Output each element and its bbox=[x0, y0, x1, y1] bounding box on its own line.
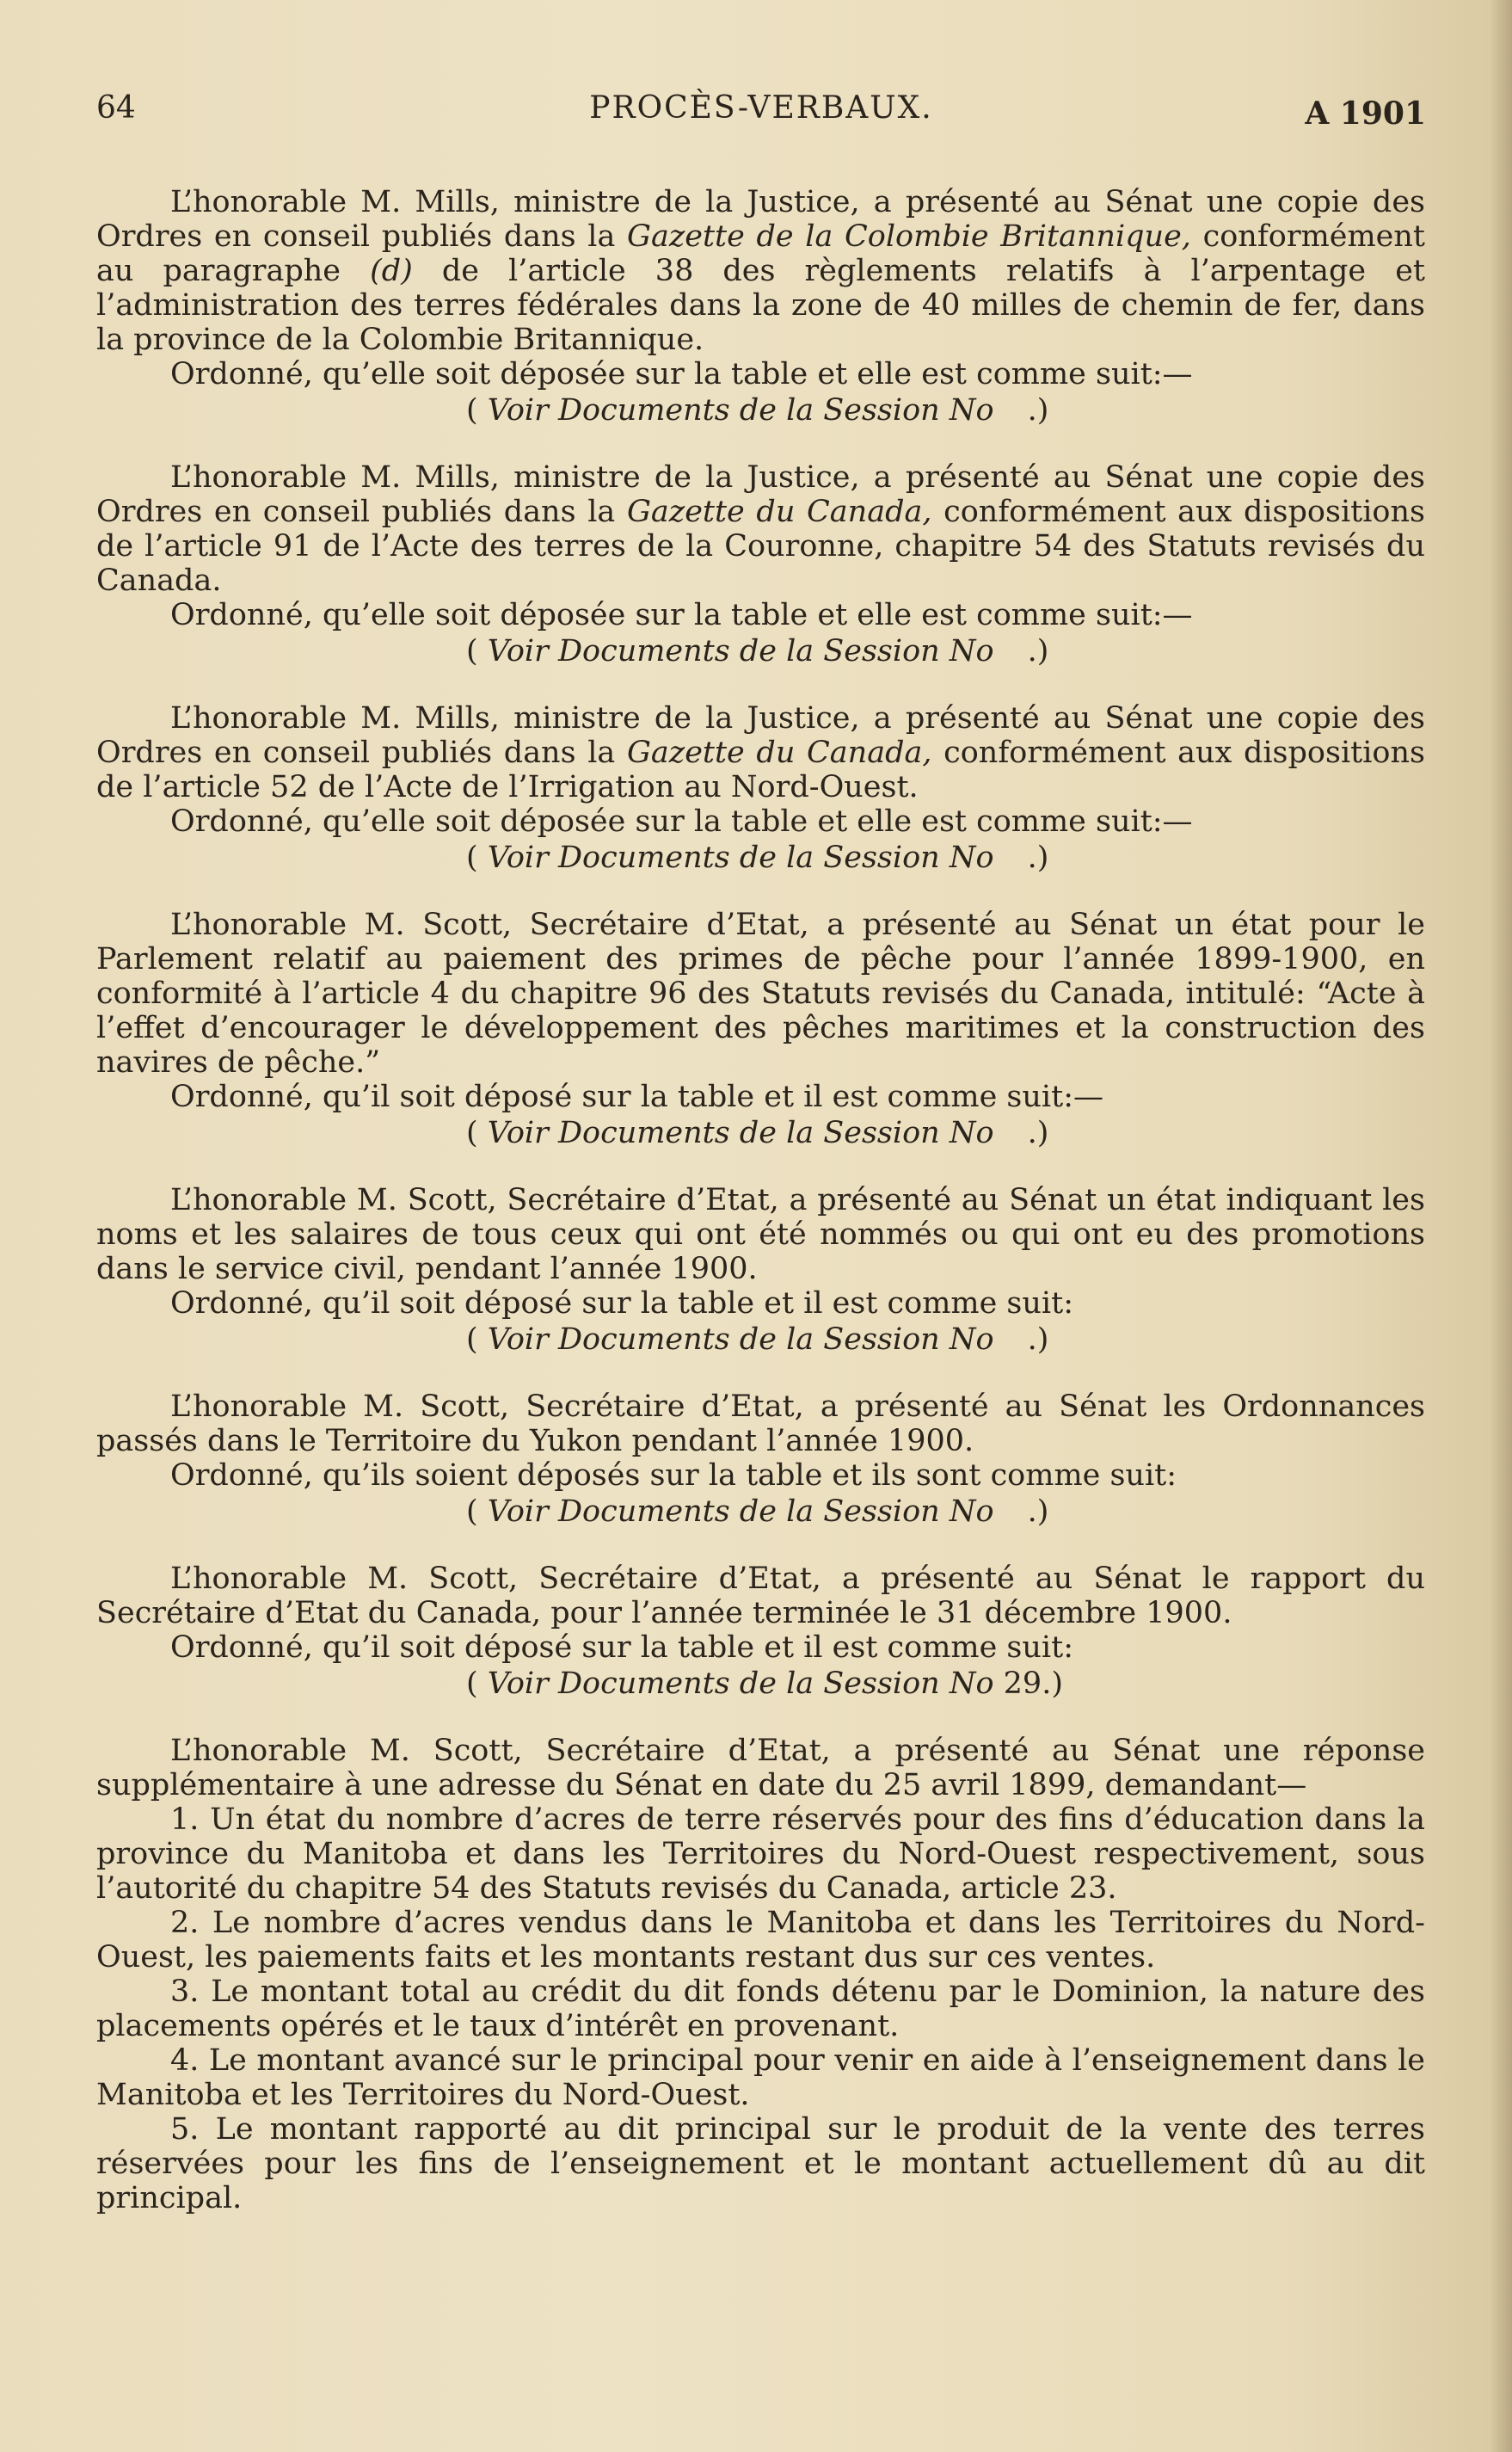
page-number: 64 bbox=[96, 90, 136, 126]
order-line: Ordonné, qu’elle soit déposée sur la table et elle est comme suit:— bbox=[170, 357, 1193, 391]
document-reference: ( Voir Documents de la Session No .) bbox=[466, 1322, 1049, 1357]
document-reference: ( Voir Documents de la Session No 29.) bbox=[466, 1666, 1063, 1701]
paragraph: L’honorable M. Scott, Secrétaire d’Etat, a présenté au Sénat les Ordonnances passés dans le Territoire du Yukon pendant l’année 1900. bbox=[96, 1389, 1425, 1458]
list-item: 1. Un état du nombre d’acres de terre réservés pour des fins d’éducation dans la province du Manitoba et dans les Territoires du Nord-Ouest respectivement, sous l’autorité du chapitre 54 des Statuts revisés du Canada, article 23. bbox=[96, 1802, 1425, 1906]
paragraph: L’honorable M. Mills, ministre de la Justice, a présenté au Sénat une copie des Ordres en conseil publiés dans la Gazette du Canada, conformément aux dispositions de l’article 52 de l’Acte de l’Irrigation au Nord-Ouest. bbox=[96, 701, 1425, 804]
paragraph: L’honorable M. Scott, Secrétaire d’Etat, a présenté au Sénat le rapport du Secrétaire d’Etat du Canada, pour l’année terminée le 31 décembre 1900. bbox=[96, 1562, 1425, 1630]
order-line: Ordonné, qu’il soit déposé sur la table et il est comme suit: bbox=[170, 1630, 1073, 1665]
list-item: 3. Le montant total au crédit du dit fonds détenu par le Dominion, la nature des placements opérés et le taux d’intérêt en provenant. bbox=[96, 1975, 1425, 2043]
order-line: Ordonné, qu’il soit déposé sur la table et il est comme suit: bbox=[170, 1286, 1073, 1321]
running-title: PROCÈS-VERBAUX. bbox=[589, 90, 933, 126]
order-line: Ordonné, qu’ils soient déposés sur la table et ils sont comme suit: bbox=[170, 1458, 1177, 1493]
page-header bbox=[96, 90, 1426, 142]
paragraph: L’honorable M. Scott, Secrétaire d’Etat, a présenté au Sénat un état pour le Parlement relatif au paiement des primes de pêche pour l’année 1899-1900, en conformité à l’article 4 du chapitre 96 des Statuts revisés du Canada, intitulé: “Acte à l’effet d’encourager le développement des pêches maritimes et la construction des navires de pêche.” bbox=[96, 908, 1425, 1080]
document-reference: ( Voir Documents de la Session No .) bbox=[466, 1116, 1049, 1150]
paragraph: L’honorable M. Mills, ministre de la Justice, a présenté au Sénat une copie des Ordres en conseil publiés dans la Gazette de la Colombie Britannique, conformément au paragraphe (d) de l’article 38 des règlements relatifs à l’arpentage et l’administration des terres fédérales dans la zone de 40 milles de chemin de fer, dans la province de la Colombie Britannique. bbox=[96, 185, 1425, 357]
order-line: Ordonné, qu’elle soit déposée sur la table et elle est comme suit:— bbox=[170, 598, 1193, 632]
list-item: 4. Le montant avancé sur le principal pour venir en aide à l’enseignement dans le Manitoba et les Territoires du Nord-Ouest. bbox=[96, 2043, 1425, 2112]
document-reference: ( Voir Documents de la Session No .) bbox=[466, 841, 1049, 875]
list-item: 5. Le montant rapporté au dit principal sur le produit de la vente des terres réservées pour les fins de l’enseignement et le montant actuellement dû au dit principal. bbox=[96, 2112, 1425, 2215]
paragraph: L’honorable M. Mills, ministre de la Justice, a présenté au Sénat une copie des Ordres en conseil publiés dans la Gazette du Canada, conformément aux dispositions de l’article 91 de l’Acte des terres de la Couronne, chapitre 54 des Statuts revisés du Canada. bbox=[96, 460, 1425, 598]
document-reference: ( Voir Documents de la Session No .) bbox=[466, 1494, 1049, 1529]
year-label: A 1901 bbox=[1305, 95, 1426, 132]
page-edge-shadow bbox=[1490, 0, 1512, 2452]
order-line: Ordonné, qu’il soit déposé sur la table et il est comme suit:— bbox=[170, 1080, 1103, 1114]
list-item: 2. Le nombre d’acres vendus dans le Manitoba et dans les Territoires du Nord-Ouest, les paiements faits et les montants restant dus sur ces ventes. bbox=[96, 1906, 1425, 1975]
paragraph: L’honorable M. Scott, Secrétaire d’Etat, a présenté au Sénat un état indiquant les noms et les salaires de tous ceux qui ont été nommés ou qui ont eu des promotions dans le service civil, pendant l’année 1900. bbox=[96, 1183, 1425, 1286]
paragraph: L’honorable M. Scott, Secrétaire d’Etat, a présenté au Sénat une réponse supplémentaire à une adresse du Sénat en date du 25 avril 1899, demandant— bbox=[96, 1734, 1425, 1802]
order-line: Ordonné, qu’elle soit déposée sur la table et elle est comme suit:— bbox=[170, 804, 1193, 839]
document-reference: ( Voir Documents de la Session No .) bbox=[466, 393, 1049, 428]
body-text bbox=[96, 185, 1425, 2215]
document-reference: ( Voir Documents de la Session No .) bbox=[466, 634, 1049, 668]
